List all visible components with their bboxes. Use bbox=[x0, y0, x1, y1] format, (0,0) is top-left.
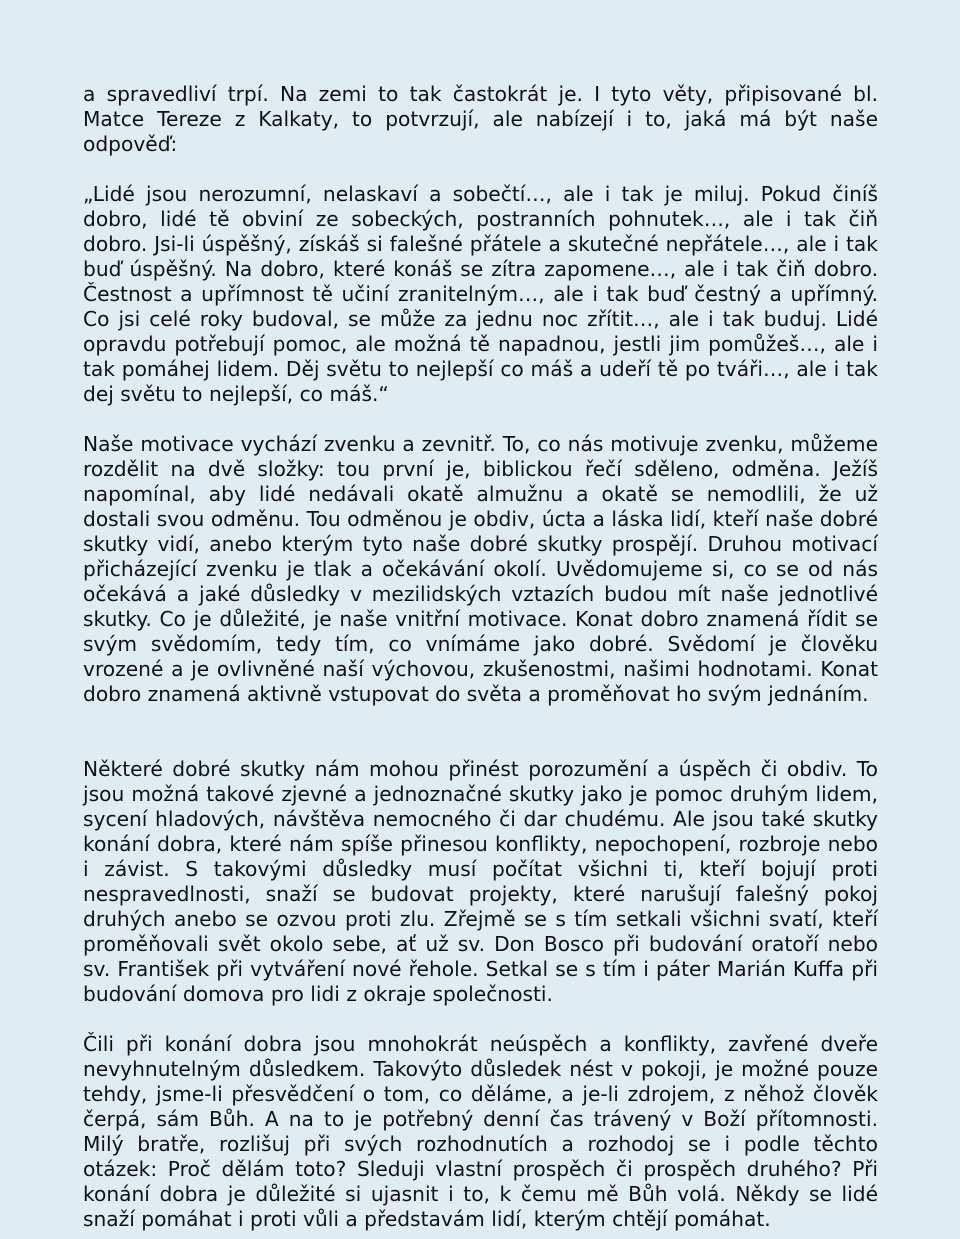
paragraph-intro: a spravedliví trpí. Na zemi to tak častokrát je. I tyto věty, připisované bl. Matce Tereze z Kalkaty, to potvrzují, ale nabízejí i to, jaká má být naše odpověď: bbox=[83, 82, 878, 156]
paragraph-good-deeds: Některé dobré skutky nám mohou přinést porozumění a úspěch či obdiv. To jsou možná takové zjevné a jednoznačné skutky jako je pomoc druhým lidem, sycení hladových, návštěva nemocného či dar chudému. Ale jsou také skutky konání dobra, které nám spíše přinesou konflikty, nepochopení, rozbroje nebo i závist. S takovými důsledky musí počítat všichni ti, kteří bojují proti nespravedlnosti, snaží se budovat projekty, které narušují falešný pokoj druhých anebo se ozvou proti zlu. Zřejmě se s tím setkali všichni svatí, kteří proměňovali svět okolo sebe, ať už sv. Don Bosco při budování oratoří nebo sv. František při vytváření nové řehole. Setkal se s tím i páter Marián Kuffa při budování domova pro lidi z okraje společnosti. bbox=[83, 757, 878, 1006]
paragraph-conclusion: Čili při konání dobra jsou mnohokrát neúspěch a konflikty, zavřené dveře nevyhnutelným důsledkem. Takovýto důsledek nést v pokoji, je možné pouze tehdy, jsme-li přesvědčení o tom, co děláme, a je-li zdrojem, z něhož člověk čerpá, sám Bůh. A na to je potřebný denní čas trávený v Boží přítomnosti. Milý bratře, rozlišuj při svých rozhodnutích a rozhodoj se i podle těchto otázek: Proč dělám toto? Sleduji vlastní prospěch či prospěch druhého? Při konání dobra je důležité si ujasnit i to, k čemu mě Bůh volá. Někdy se lidé snaží pomáhat i proti vůli a představám lidí, kterým chtějí pomáhat. bbox=[83, 1032, 878, 1231]
paragraph-motivation: Naše motivace vychází zvenku a zevnitř. To, co nás motivuje zvenku, můžeme rozdělit na dvě složky: tou první je, biblickou řečí sděleno, odměna. Ježíš napomínal, aby lidé nedávali okatě almužnu a okatě se nemodlili, že už dostali svou odměnu. Tou odměnou je obdiv, úcta a láska lidí, kteří naše dobré skutky vidí, anebo kterým tyto naše dobré skutky prospějí. Druhou motivací přicházející zvenku je tlak a očekávání okolí. Uvědomujeme si, co se od nás očekává a jaké důsledky v mezilidských vztazích budou mít naše jednotlivé skutky. Co je důležité, je naše vnitřní motivace. Konat dobro znamená řídit se svým svědomím, tedy tím, co vnímáme jako dobré. Svědomí je člověku vrozené a je ovlivněné naší výchovou, zkušenostmi, našimi hodnotami. Konat dobro znamená aktivně vstupovat do světa a proměňovat ho svým jednáním. bbox=[83, 432, 878, 706]
paragraph-quote: „Lidé jsou nerozumní, nelaskaví a sobečtí…, ale i tak je miluj. Pokud činíš dobro, lidé tě obviní ze sobeckých, postranních pohnutek…, ale i tak čiň dobro. Jsi-li úspěšný, získáš si falešné přátele a skutečné nepřátele…, ale i tak buď úspěšný. Na dobro, které konáš se zítra zapomene…, ale i tak čiň dobro. Čestnost a upřímnost tě učiní zranitelným…, ale i tak buď čestný a upřímný. Co jsi celé roky budoval, se může za jednu noc zřítit…, ale i tak buduj. Lidé opravdu potřebují pomoc, ale možná tě napadnou, jestli jim pomůžeš…, ale i tak pomáhej lidem. Děj světu to nejlepší co máš a udeří tě po tváři…, ale i tak dej světu to nejlepší, co máš.“ bbox=[83, 182, 878, 406]
